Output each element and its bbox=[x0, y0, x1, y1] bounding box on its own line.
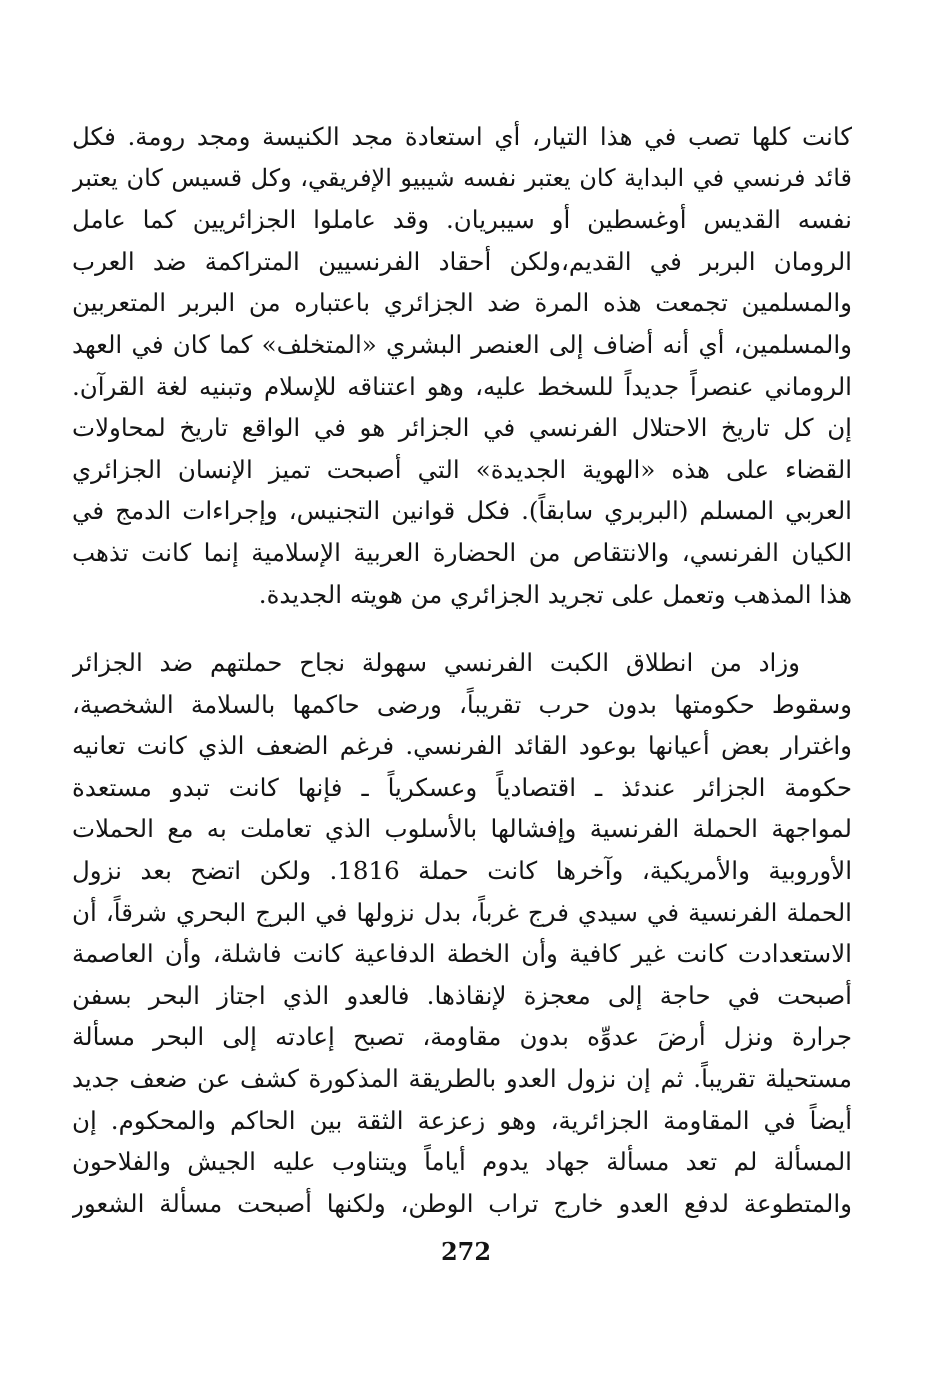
text-line: أصبحت في حاجة إلى معجزة لإنقاذها. فالعدو الذي اجتاز البحر بسفن bbox=[72, 980, 852, 1010]
text-line: الروماني عنصراً جديداً للسخط عليه، وهو اعتناقه للإسلام وتبنيه لغة القرآن. bbox=[72, 371, 852, 401]
text-line: واغترار بعض أعيانها بوعود القائد الفرنسي. فرغم الضعف الذي كانت تعانيه bbox=[72, 731, 852, 761]
text-line: والمسلمين تجمعت هذه المرة ضد الجزائري باعتباره من البربر المتعربين bbox=[72, 288, 852, 318]
text-line: والمتطوعة لدفع العدو خارج تراب الوطن، ولكنها أصبحت مسألة الشعور bbox=[72, 1188, 852, 1218]
text-line: حكومة الجزائر عندئذ ـ اقتصادياً وعسكرياً ـ فإنها كانت تبدو مستعدة bbox=[72, 772, 852, 802]
text-line: الأوروبية والأمريكية، وآخرها كانت حملة 1816. ولكن اتضح بعد نزول bbox=[72, 855, 852, 885]
text-line: جرارة ونزل أرضَ عدوِّه بدون مقاومة، تصبح إعادته إلى البحر مسألة bbox=[72, 1022, 852, 1052]
text-line: إن كل تاريخ الاحتلال الفرنسي في الجزائر هو في الواقع تاريخ لمحاولات bbox=[72, 413, 852, 443]
text-line: وسقوط حكومتها بدون حرب تقريباً، ورضى حاكمها بالسلامة الشخصية، bbox=[72, 689, 852, 719]
text-line: الرومان البربر في القديم،ولكن أحقاد الفرنسيين المتراكمة ضد العرب bbox=[72, 246, 852, 276]
text-line: قائد فرنسي في البداية كان يعتبر نفسه شيبيو الإفريقي، وكل قسيس كان يعتبر bbox=[72, 163, 852, 192]
text-line: كانت كلها تصب في هذا التيار، أي استعادة مجد الكنيسة ومجد رومة. فكل bbox=[72, 122, 852, 151]
text-line: هذا المذهب وتعمل على تجريد الجزائري من هويته الجديدة. bbox=[258, 579, 852, 609]
text-line: مستحيلة تقريباً. ثم إن نزول العدو بالطريقة المذكورة كشف عن ضعف جديد bbox=[72, 1063, 852, 1093]
text-line: نفسه القديس أوغسطين أو سيبريان. وقد عاملوا الجزائريين كما عامل bbox=[72, 205, 852, 235]
page-number: 272 bbox=[440, 1237, 492, 1266]
text-line: لمواجهة الحملة الفرنسية وإفشالها بالأسلوب الذي تعاملت به مع الحملات bbox=[72, 814, 852, 844]
text-line: وزاد من انطلاق الكبت الفرنسي سهولة نجاح حملتهم ضد الجزائر bbox=[72, 648, 800, 677]
text-line: أيضاً في المقاومة الجزائرية، وهو زعزعة الثقة بين الحاكم والمحكوم. إن bbox=[72, 1105, 852, 1135]
paragraph-1 bbox=[72, 116, 852, 615]
text-line: المسألة لم تعد مسألة جهاد يدوم أياماً ويتناوب عليه الجيش والفلاحون bbox=[72, 1147, 852, 1177]
text-line: الحملة الفرنسية في سيدي فرج غرباً، بدل نزولها في البرج البحري شرقاً، أن bbox=[72, 897, 852, 927]
text-line: الاستعدادت كانت غير كافية وأن الخطة الدفاعية كانت فاشلة، وأن العاصمة bbox=[72, 939, 852, 969]
text-line: القضاء على هذه «الهوية الجديدة» التي أصبحت تميز الإنسان الجزائري bbox=[72, 454, 852, 484]
paragraph-2 bbox=[72, 642, 852, 1224]
text-line: العربي المسلم (البربري سابقاً). فكل قوانين التجنيس، وإجراءات الدمج في bbox=[72, 496, 852, 526]
text-line: الكيان الفرنسي، والانتقاص من الحضارة العربية الإسلامية إنما كانت تذهب bbox=[72, 537, 852, 567]
text-line: والمسلمين، أي أنه أضاف إلى العنصر البشري «المتخلف» كما كان في العهد bbox=[72, 329, 852, 359]
